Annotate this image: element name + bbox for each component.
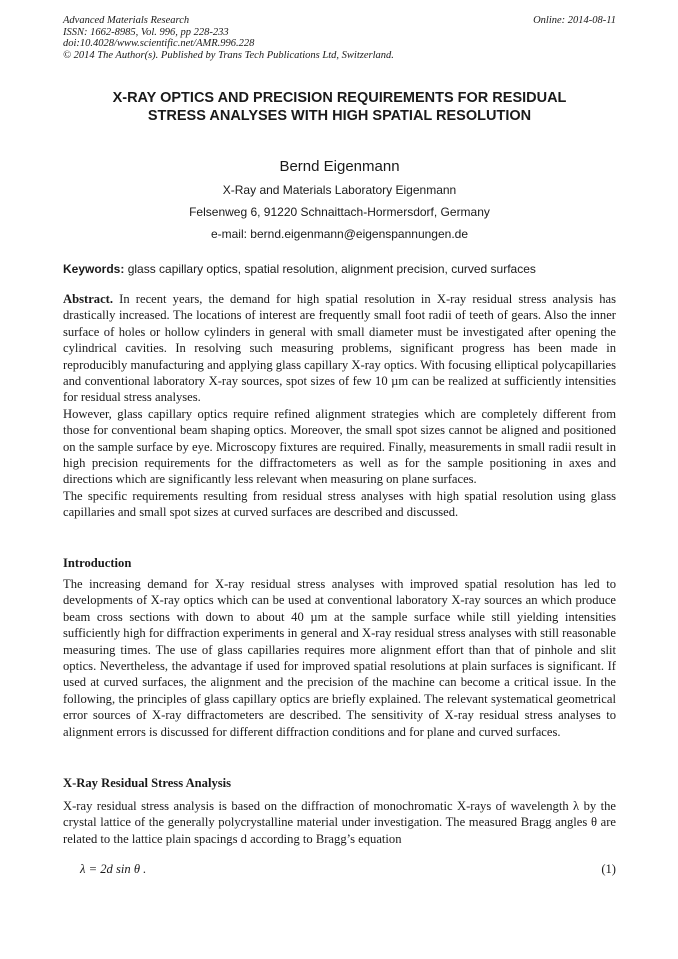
abstract-text-1: In recent years, the demand for high spatial resolution in X-ray residual stress analysis has drastically increased. The locations of interest are frequently small foot radii of teeth of gears. Also the inner surface of holes or hollow cylinders in general with small diameter must be investigated after opening the cylindrical cavities. In resolving such measuring problems, significant progress has been made in reproducibly manufacturing and applying glass capillary X-ray optics. With focusing elliptical polycapillaries and conventional laboratory X-ray sources, spot sizes of few 10 µm can be realized at sufficiently intensities for residual stress analyses.: [63, 292, 616, 405]
introduction-text: [63, 576, 616, 740]
abstract-label: Abstract.: [63, 292, 114, 306]
keywords-label: Keywords:: [63, 262, 125, 276]
bragg-equation: λ = 2d sin θ .: [80, 862, 147, 876]
issn-line: ISSN: 1662-8985, Vol. 996, pp 228-233: [63, 26, 229, 38]
section2-paragraph: X-ray residual stress analysis is based on the diffraction of monochromatic X-rays of wavelength λ by the crystal lattice of the generally polycrystalline material under investigation. The measured Bragg angles θ are related to the lattice plain spacings d according to Bragg’s equation: [63, 799, 616, 846]
equation-number: (1): [601, 862, 616, 876]
abstract-paragraph-3: The specific requirements resulting from residual stress analyses with high spatial resolution using glass capillaries and small spot sizes at curved surfaces are described and discussed.: [63, 488, 616, 520]
section-heading-introduction: Introduction: [63, 556, 132, 570]
keywords-text: glass capillary optics, spatial resolution, alignment precision, curved surfaces: [127, 262, 536, 276]
copyright-line: © 2014 The Author(s). Published by Trans Tech Publications Ltd, Switzerland.: [63, 49, 394, 61]
affiliation: X-Ray and Materials Laboratory Eigenmann: [222, 183, 457, 197]
author-name: Bernd Eigenmann: [279, 158, 400, 175]
keywords: [63, 262, 616, 276]
title-line-2: STRESS ANALYSES WITH HIGH SPATIAL RESOLUTION: [147, 107, 532, 124]
title-line-1: X-RAY OPTICS AND PRECISION REQUIREMENTS FOR RESIDUAL: [112, 90, 567, 106]
journal-header: [63, 15, 616, 61]
section2-text: [63, 798, 616, 847]
introduction-paragraph: The increasing demand for X-ray residual stress analyses with improved spatial resolution has led to developments of X-ray optics which can be used at conventional laboratory X-ray sources an which produce beam cross sections with down to about 40 µm at the sample surface while still yielding intensities sufficiently high for diffraction experiments in general and X-ray residual stress analyses with still reasonable measuring times. The use of glass capillaries requires more alignment effort than that of pinhole and slit optics. Nevertheless, the advantage if used for improved spatial resolutions at plain surfaces is significant. If used at curved surfaces, the alignment and the precision of the machine can become a critical issue. In the following, the principles of glass capillary optics are briefly explained. The relevant systematical geometrical error sources of X-ray diffractometers are described. The sensitivity of X-ray residual stress analyses to alignment errors is discussed for different diffraction conditions and for plane and curved surfaces.: [63, 577, 616, 739]
online-date: Online: 2014-08-11: [533, 15, 616, 26]
paper-title: [63, 90, 616, 125]
address: Felsenweg 6, 91220 Schnaittach-Hormersdorf, Germany: [189, 205, 490, 219]
abstract-paragraph-2: However, glass capillary optics require refined alignment strategies which are completely different from those for conventional beam shaping optics. Moreover, the small spot sizes cannot be aligned and positioned on the sample surface by eye. Microscopy fixtures are required. Finally, measurements in small radii result in high precision requirements for the diffractometers as well as for the sample positioning in axes and directions which are significantly less relevant when measuring on plane surfaces.: [63, 406, 616, 487]
abstract: [63, 291, 616, 521]
email: e-mail: bernd.eigenmann@eigenspannungen.de: [210, 227, 469, 241]
abstract-paragraph-1: [63, 291, 616, 406]
doi-line: doi:10.4028/www.scientific.net/AMR.996.228: [63, 38, 255, 49]
section-heading-xray-residual-stress: X-Ray Residual Stress Analysis: [63, 776, 232, 790]
journal-name: Advanced Materials Research: [63, 15, 190, 26]
